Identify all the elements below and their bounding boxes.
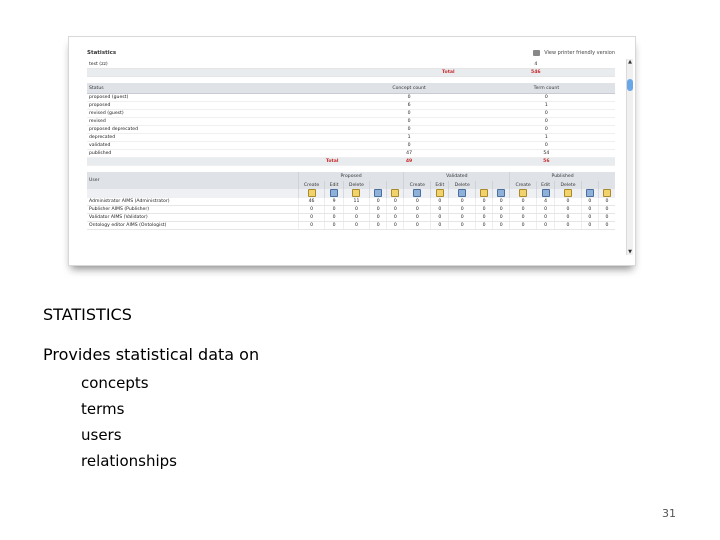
action-header: Create [510,181,537,189]
user-count: 9 [325,198,343,206]
sort-cell [387,189,404,198]
users-icon-row [87,189,615,198]
status-name: revised [87,118,340,126]
sort-up-icon[interactable] [519,189,527,197]
sort-up-icon[interactable] [308,189,316,197]
user-name: Publisher AIMS (Publisher) [87,206,298,214]
user-count: 0 [475,206,492,214]
user-count: 0 [370,214,387,222]
sort-cell [343,189,369,198]
user-count: 0 [431,198,449,206]
concept-count: 0 [340,94,477,102]
user-count: 0 [404,222,431,230]
sort-cell [581,189,598,198]
user-count: 0 [343,214,369,222]
sort-up-icon[interactable] [603,189,611,197]
user-count: 0 [449,206,475,214]
user-count: 0 [555,198,581,206]
user-count: 0 [555,222,581,230]
sort-down-icon[interactable] [413,189,421,197]
users-table [87,172,615,230]
user-count: 0 [581,222,598,230]
action-header-extra [581,181,598,189]
user-header: User [87,172,298,189]
sort-cell [431,189,449,198]
term-count: 0 [478,110,615,118]
concept-count: 0 [340,118,477,126]
user-row [87,222,615,230]
user-count: 0 [536,214,554,222]
user-count: 46 [298,198,325,206]
sort-cell [475,189,492,198]
panel-title: Statistics [87,50,117,56]
user-count: 0 [370,206,387,214]
sort-cell [325,189,343,198]
user-count: 4 [536,198,554,206]
user-count: 0 [598,222,615,230]
term-count: 1 [478,102,615,110]
user-count: 0 [555,206,581,214]
status-name: published [87,150,340,158]
status-row [87,110,615,118]
status-row [87,102,615,110]
action-header: Delete [555,181,581,189]
status-header: Status [87,83,340,94]
sort-cell [404,189,431,198]
user-count: 0 [449,198,475,206]
user-row [87,198,615,206]
user-count: 0 [387,222,404,230]
sort-down-icon[interactable] [374,189,382,197]
user-count: 0 [343,222,369,230]
concept-count: 6 [340,102,477,110]
user-count: 0 [431,214,449,222]
sort-down-icon[interactable] [458,189,466,197]
language-total-value: 546 [457,69,615,77]
sort-cell [555,189,581,198]
user-count: 0 [475,198,492,206]
user-count: 0 [325,222,343,230]
scroll-thumb[interactable] [627,79,633,91]
user-count: 0 [325,206,343,214]
user-count: 0 [493,214,510,222]
concept-count: 0 [340,142,477,150]
user-count: 0 [510,214,537,222]
scroll-down-icon[interactable]: ▼ [628,249,632,255]
user-count: 0 [370,198,387,206]
sort-up-icon[interactable] [480,189,488,197]
action-header: Create [298,181,325,189]
group-validated: Validated [404,172,510,181]
bullet-users: users [81,426,122,444]
user-count: 0 [387,198,404,206]
user-count: 0 [404,198,431,206]
user-count: 11 [343,198,369,206]
status-header-row [87,83,615,94]
status-table [87,83,615,166]
user-count: 0 [598,214,615,222]
term-count-header: Term count [478,83,615,94]
sort-down-icon[interactable] [542,189,550,197]
status-name: proposed [87,102,340,110]
user-name: Administrator AIMS (Administrator) [87,198,298,206]
user-count: 0 [510,198,537,206]
user-count: 0 [493,206,510,214]
user-count: 0 [449,214,475,222]
term-count: 1 [478,134,615,142]
user-count: 0 [387,214,404,222]
sort-up-icon[interactable] [436,189,444,197]
term-count: 0 [478,142,615,150]
user-row [87,214,615,222]
action-header: Edit [536,181,554,189]
user-count: 0 [325,214,343,222]
user-count: 0 [475,214,492,222]
language-total-label: Total [87,69,457,77]
user-count: 0 [298,214,325,222]
action-header-extra [475,181,492,189]
concept-count: 1 [340,134,477,142]
slide-lead: Provides statistical data on [43,345,260,364]
status-row [87,142,615,150]
user-count: 0 [598,198,615,206]
bullet-relationships: relationships [81,452,177,470]
user-count: 0 [298,222,325,230]
action-header-extra [370,181,387,189]
status-total-value: 49 [340,158,477,166]
action-header-extra [493,181,510,189]
action-header: Delete [449,181,475,189]
group-published: Published [510,172,615,181]
status-row [87,134,615,142]
user-count: 0 [370,222,387,230]
user-count: 0 [536,222,554,230]
status-row [87,150,615,158]
user-count: 0 [581,214,598,222]
sort-down-icon[interactable] [497,189,505,197]
slide-heading: STATISTICS [43,305,132,324]
group-proposed: Proposed [298,172,404,181]
term-count: 0 [478,126,615,134]
language-label: test (zz) [87,61,457,69]
sort-down-icon[interactable] [330,189,338,197]
action-header: Edit [325,181,343,189]
status-name: proposed deprecated [87,126,340,134]
user-count: 0 [431,206,449,214]
action-header: Delete [343,181,369,189]
panel-header [87,45,615,61]
language-value: 4 [457,61,615,69]
sort-cell [449,189,475,198]
user-count: 0 [536,206,554,214]
action-header-extra [598,181,615,189]
action-header-extra [387,181,404,189]
sort-up-icon[interactable] [391,189,399,197]
sort-cell [536,189,554,198]
print-link[interactable] [533,50,615,56]
user-count: 0 [298,206,325,214]
status-name: deprecated [87,134,340,142]
status-total-value: 56 [478,158,615,166]
sort-cell [298,189,325,198]
sort-up-icon[interactable] [352,189,360,197]
icon-row-spacer [87,189,298,198]
sort-up-icon[interactable] [564,189,572,197]
term-count: 0 [478,94,615,102]
printer-icon [533,50,540,56]
action-header: Edit [431,181,449,189]
user-count: 0 [510,222,537,230]
user-count: 0 [581,206,598,214]
concept-count-header: Concept count [340,83,477,94]
scroll-up-icon[interactable]: ▲ [628,59,632,65]
user-count: 0 [510,206,537,214]
sort-cell [370,189,387,198]
sort-cell [510,189,537,198]
status-name: proposed (guest) [87,94,340,102]
user-count: 0 [493,198,510,206]
term-count: 54 [478,150,615,158]
bullet-concepts: concepts [81,374,149,392]
status-row [87,94,615,102]
user-row [87,206,615,214]
status-name: validated [87,142,340,150]
user-count: 0 [449,222,475,230]
language-table [87,61,615,77]
scrollbar[interactable] [626,59,633,255]
bullet-terms: terms [81,400,125,418]
concept-count: 0 [340,110,477,118]
status-name: revised (guest) [87,110,340,118]
user-count: 0 [404,206,431,214]
status-row [87,118,615,126]
status-total-row [87,158,615,166]
sort-down-icon[interactable] [586,189,594,197]
user-name: Ontology editor AIMS (Ontologist) [87,222,298,230]
user-name: Validator AIMS (Validator) [87,214,298,222]
user-count: 0 [387,206,404,214]
term-count: 0 [478,118,615,126]
bullet-list [81,373,177,477]
user-count: 0 [343,206,369,214]
concept-count: 0 [340,126,477,134]
statistics-screenshot [68,36,636,266]
status-total-label: Total [87,158,340,166]
user-count: 0 [598,206,615,214]
user-count: 0 [493,222,510,230]
language-total-row [87,69,615,77]
concept-count: 47 [340,150,477,158]
statistics-panel [87,45,615,230]
user-count: 0 [555,214,581,222]
user-count: 0 [475,222,492,230]
user-count: 0 [581,198,598,206]
users-group-row [87,172,615,181]
print-link-label: View printer friendly version [544,50,615,56]
language-row [87,61,615,69]
page-number: 31 [662,507,676,520]
sort-cell [598,189,615,198]
user-count: 0 [404,214,431,222]
action-header: Create [404,181,431,189]
user-count: 0 [431,222,449,230]
status-row [87,126,615,134]
sort-cell [493,189,510,198]
